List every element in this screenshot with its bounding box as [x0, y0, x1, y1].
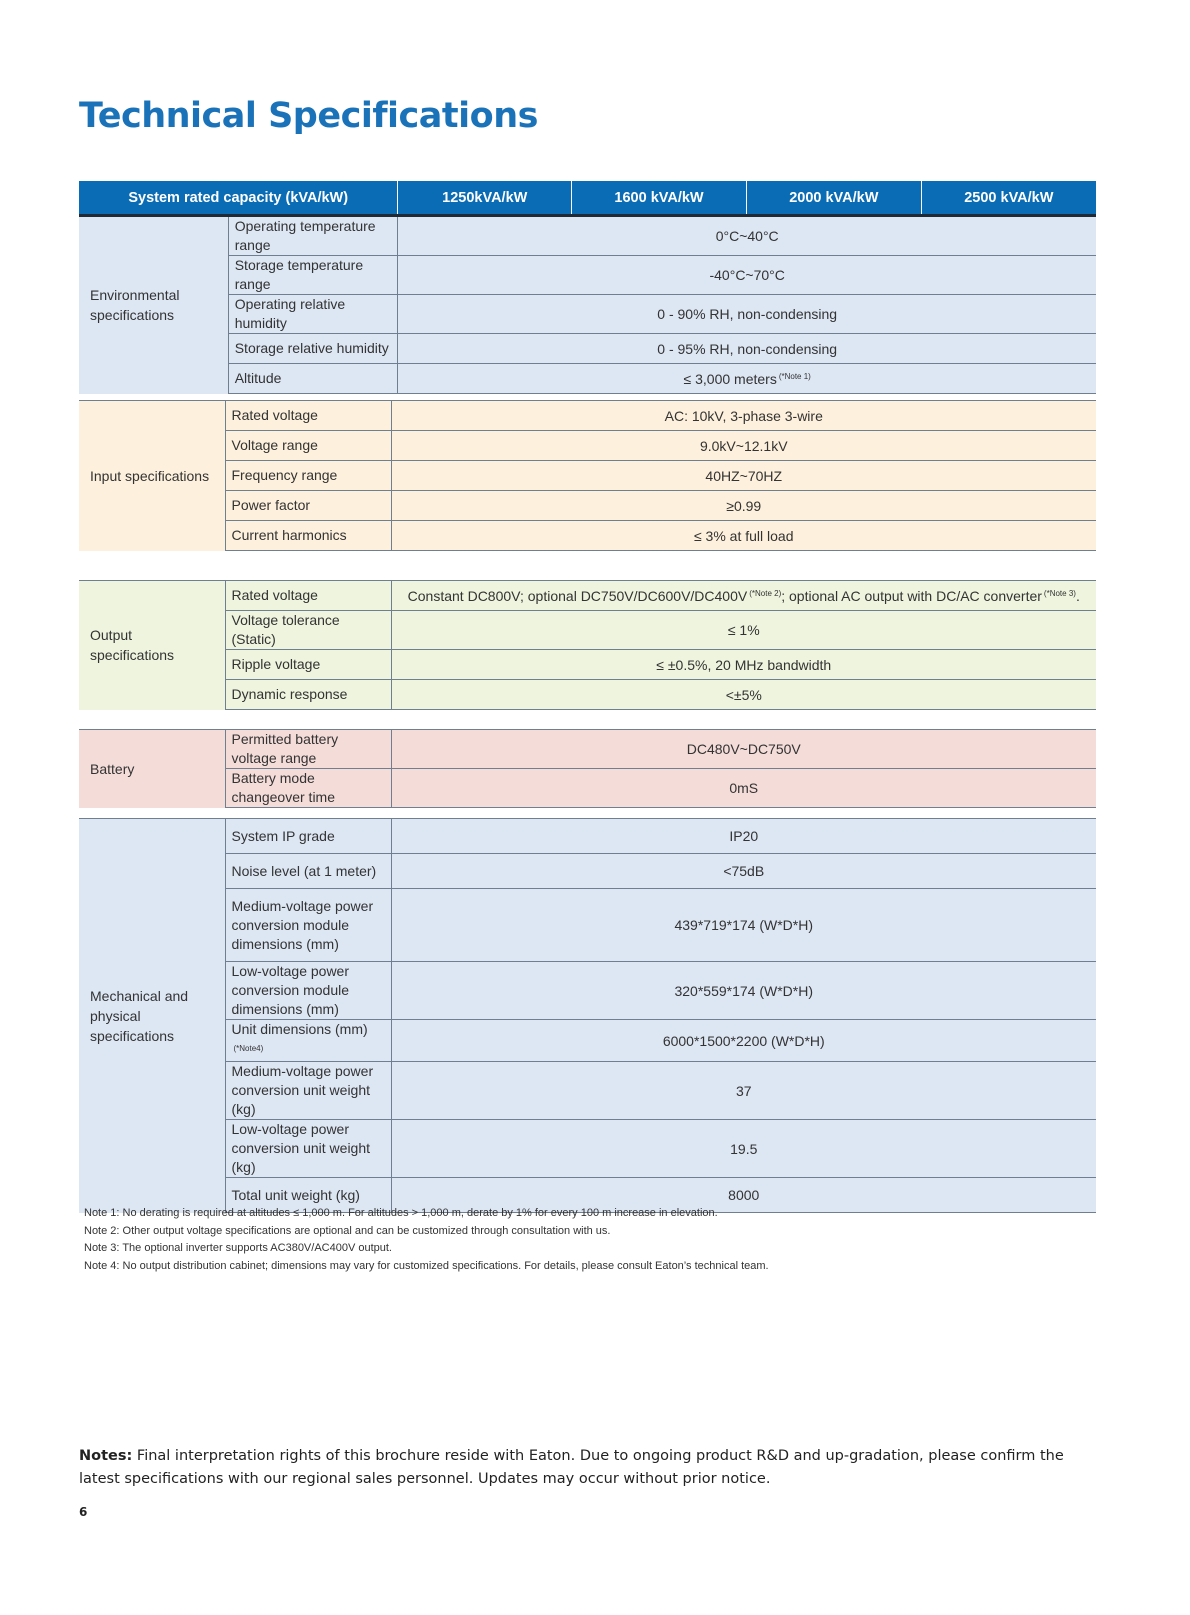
spec-value: 439*719*174 (W*D*H): [391, 889, 1096, 962]
spec-table-header: [79, 181, 1096, 216]
spec-value: 6000*1500*2200 (W*D*H): [391, 1020, 1096, 1062]
table-row: [79, 256, 1096, 295]
spec-name: System IP grade: [225, 819, 391, 854]
spec-value: 19.5: [391, 1120, 1096, 1178]
spec-name: Ripple voltage: [225, 650, 391, 680]
spec-name: Operating relative humidity: [228, 295, 398, 334]
table-row: [79, 491, 1096, 521]
spec-name: Medium-voltage power conversion unit weight (kg): [225, 1062, 391, 1120]
input-spec-table: [79, 400, 1096, 551]
spec-value: AC: 10kV, 3-phase 3-wire: [391, 401, 1096, 431]
disclaimer-label: Notes:: [79, 1448, 133, 1464]
spec-value: 0 - 90% RH, non-condensing: [398, 295, 1096, 334]
page-title: Technical Specifications: [79, 96, 538, 136]
spec-value: 0 - 95% RH, non-condensing: [398, 334, 1096, 364]
spec-name: Power factor: [225, 491, 391, 521]
spec-name: Medium-voltage power conversion module dimensions (mm): [225, 889, 391, 962]
spec-name: [225, 1020, 391, 1062]
note-reference: (*Note4): [233, 1044, 264, 1053]
table-row: [79, 1120, 1096, 1178]
spec-value: ≤ ±0.5%, 20 MHz bandwidth: [391, 650, 1096, 680]
disclaimer-notes: [79, 1445, 1079, 1491]
spec-name: Storage temperature range: [228, 256, 398, 295]
spec-value: 320*559*174 (W*D*H): [391, 962, 1096, 1020]
table-row: [79, 1020, 1096, 1062]
footnote: Note 4: No output distribution cabinet; dimensions may vary for customized specifications. For details, please consult Eaton’s technical team.: [84, 1259, 769, 1272]
category-mechanical: Mechanical and physical specifications: [79, 819, 225, 1213]
table-row: [79, 461, 1096, 491]
category-output: Output specifications: [79, 581, 225, 710]
footnotes: [84, 1205, 769, 1275]
page-number: 6: [79, 1505, 88, 1519]
disclaimer-text: Final interpretation rights of this brochure reside with Eaton. Due to ongoing product R&D and up-gradation, please confirm the latest specifications with our regional sales personnel. Updates may occur without prior notice.: [79, 1448, 1064, 1487]
spec-value: ≥0.99: [391, 491, 1096, 521]
header-capacity-1600: 1600 kVA/kW: [572, 181, 747, 216]
spec-name: Battery mode changeover time: [225, 769, 391, 808]
header-capacity-label: System rated capacity (kVA/kW): [79, 181, 398, 216]
spec-name: Frequency range: [225, 461, 391, 491]
spec-name: Current harmonics: [225, 521, 391, 551]
footnote: Note 1: No derating is required at altitudes ≤ 1,000 m. For altitudes > 1,000 m, derate by 1% for every 100 m increase in elevation.: [84, 1207, 718, 1219]
spec-value: 0mS: [391, 769, 1096, 808]
spec-value: 0°C~40°C: [398, 216, 1096, 256]
note-reference: (*Note 3): [1043, 588, 1076, 598]
spec-value: [398, 364, 1096, 394]
environmental-spec-table: [79, 181, 1096, 394]
spec-name: Altitude: [228, 364, 398, 394]
unit-dimensions-label: Unit dimensions (mm): [231, 1021, 368, 1037]
note-reference: (*Note 2): [749, 588, 782, 598]
spec-name: Operating temperature range: [228, 216, 398, 256]
spec-value: 8000: [391, 1178, 1096, 1213]
footnote: Note 3: The optional inverter supports AC380V/AC400V output.: [84, 1242, 392, 1254]
table-row: [79, 334, 1096, 364]
table-row: [79, 581, 1096, 611]
spec-value: ≤ 3% at full load: [391, 521, 1096, 551]
spec-name: Low-voltage power conversion unit weight (kg): [225, 1120, 391, 1178]
category-battery: Battery: [79, 730, 225, 808]
spec-name: Voltage range: [225, 431, 391, 461]
output-spec-table: [79, 580, 1096, 710]
table-row: [79, 854, 1096, 889]
table-row: [79, 962, 1096, 1020]
spec-name: Noise level (at 1 meter): [225, 854, 391, 889]
spec-value: IP20: [391, 819, 1096, 854]
spec-value: -40°C~70°C: [398, 256, 1096, 295]
table-row: [79, 819, 1096, 854]
spec-value: DC480V~DC750V: [391, 730, 1096, 769]
table-row: [79, 521, 1096, 551]
spec-value: 40HZ~70HZ: [391, 461, 1096, 491]
spec-name: Storage relative humidity: [228, 334, 398, 364]
table-row: [79, 769, 1096, 808]
spec-name: Dynamic response: [225, 680, 391, 710]
mechanical-spec-table: [79, 818, 1096, 1213]
table-row: [79, 401, 1096, 431]
spec-value: 9.0kV~12.1kV: [391, 431, 1096, 461]
table-row: [79, 889, 1096, 962]
battery-spec-table: [79, 729, 1096, 808]
table-row: [79, 364, 1096, 394]
spec-value: ≤ 1%: [391, 611, 1096, 650]
rated-voltage-value: Constant DC800V; optional DC750V/DC600V/DC400V: [407, 587, 748, 604]
spec-name: Total unit weight (kg): [225, 1178, 391, 1213]
spec-name: Rated voltage: [225, 401, 391, 431]
rated-voltage-period: .: [1075, 587, 1080, 604]
spec-name: Voltage tolerance (Static): [225, 611, 391, 650]
table-row: [79, 611, 1096, 650]
spec-name: Permitted battery voltage range: [225, 730, 391, 769]
footnote: Note 2: Other output voltage specifications are optional and can be customized through consultation with us.: [84, 1224, 611, 1237]
header-capacity-2500: 2500 kVA/kW: [921, 181, 1096, 216]
spec-value: <75dB: [391, 854, 1096, 889]
spec-name: Low-voltage power conversion module dimensions (mm): [225, 962, 391, 1020]
altitude-value: ≤ 3,000 meters: [683, 370, 777, 387]
spec-value: 37: [391, 1062, 1096, 1120]
spec-name: Rated voltage: [225, 581, 391, 611]
note-reference: (*Note 1): [778, 371, 811, 381]
spec-value: [391, 581, 1096, 611]
table-row: [79, 216, 1096, 256]
table-row: [79, 680, 1096, 710]
table-row: [79, 650, 1096, 680]
table-row: [79, 295, 1096, 334]
category-environmental: Environmental specifications: [79, 216, 228, 394]
spec-value: <±5%: [391, 680, 1096, 710]
table-row: [79, 1062, 1096, 1120]
rated-voltage-value-optional: ; optional AC output with DC/AC converter: [781, 587, 1042, 604]
header-capacity-1250: 1250kVA/kW: [398, 181, 572, 216]
header-capacity-2000: 2000 kVA/kW: [746, 181, 921, 216]
table-row: [79, 730, 1096, 769]
table-row: [79, 431, 1096, 461]
category-input: Input specifications: [79, 401, 225, 551]
